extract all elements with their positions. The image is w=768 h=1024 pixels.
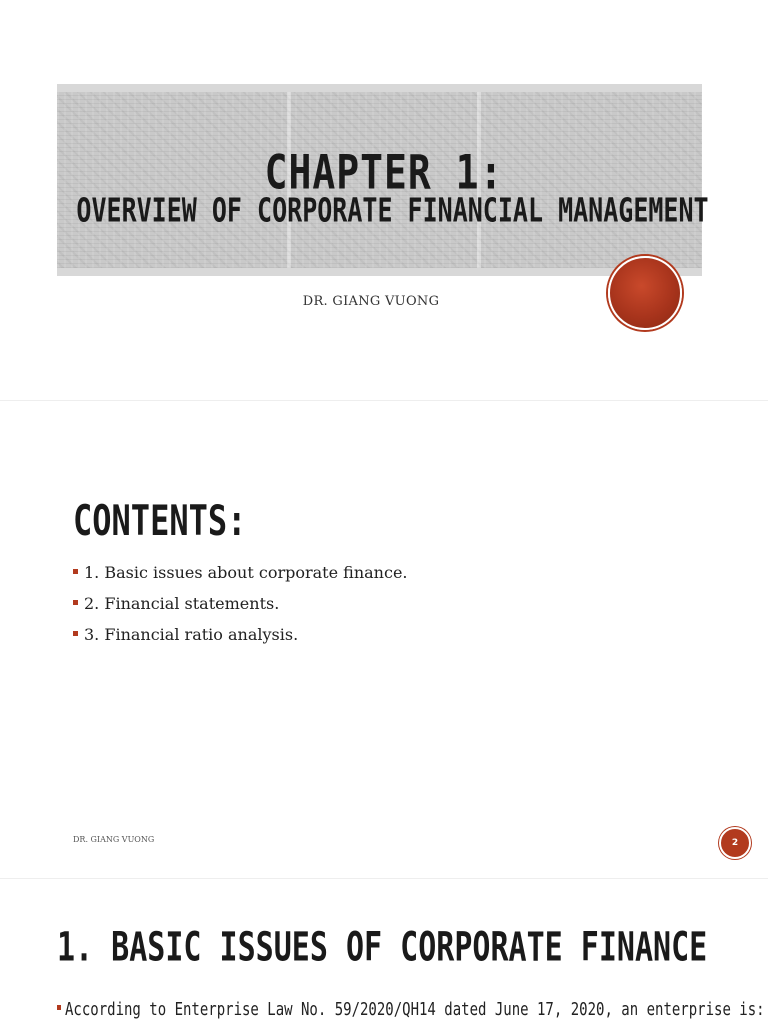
- chapter-subtitle: OVERVIEW OF CORPORATE FINANCIAL MANAGEMENT: [76, 191, 709, 230]
- decorative-circle: [608, 256, 682, 330]
- slide-separator: [0, 878, 768, 879]
- title-band-top-strip: [57, 84, 702, 92]
- page-number: 2: [731, 838, 739, 848]
- slide-separator: [0, 400, 768, 401]
- list-item: [73, 593, 408, 624]
- bullet-icon: [73, 631, 78, 636]
- bullet-icon: [73, 600, 78, 605]
- chapter-title: CHAPTER 1:: [264, 144, 504, 200]
- footer-author: DR. GIANG VUONG: [73, 835, 155, 844]
- list-item: [73, 624, 408, 655]
- author-name: DR. GIANG VUONG: [302, 294, 440, 309]
- contents-heading: CONTENTS:: [73, 496, 247, 546]
- list-item-label: According to Enterprise Law No. 59/2020/QH14 dated June 17, 2020, an enterprise is:: [65, 1000, 765, 1020]
- list-item-label: 2. Financial statements.: [84, 594, 280, 613]
- page-number-badge: [719, 827, 751, 859]
- list-item-label: 1. Basic issues about corporate finance.: [84, 563, 408, 582]
- list-item: [73, 562, 408, 593]
- list-item-label: 3. Financial ratio analysis.: [84, 625, 299, 644]
- title-band-bottom-strip: [57, 268, 702, 276]
- list-item: [57, 1000, 765, 1020]
- contents-list: [73, 562, 408, 655]
- title-slide: [0, 0, 768, 400]
- bullet-icon: [73, 569, 78, 574]
- section-heading: 1. BASIC ISSUES OF CORPORATE FINANCE: [57, 924, 708, 972]
- bullet-icon: [57, 1005, 61, 1010]
